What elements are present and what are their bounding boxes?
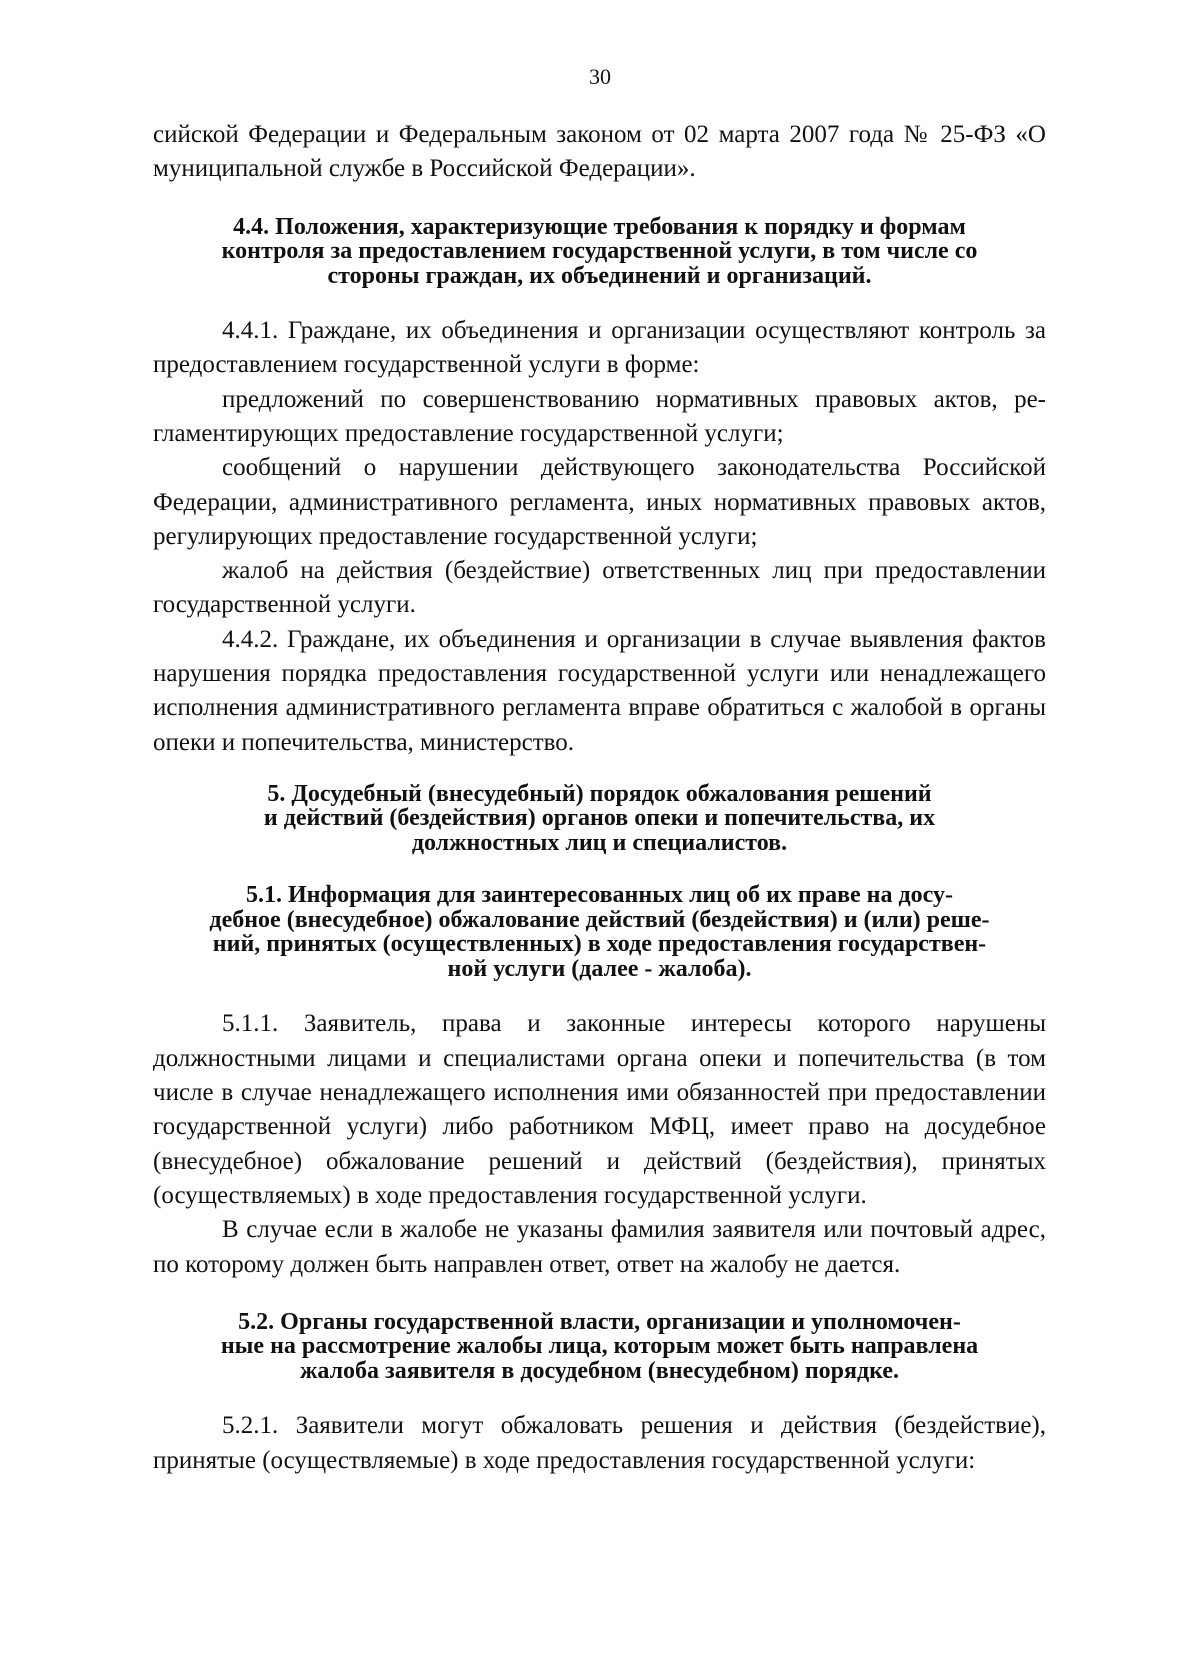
heading-5-2: [153, 1310, 1046, 1384]
paragraph-5-1-1: 5.1.1. Заявитель, права и законные интересы которого нарушены должностными лицами и специалистами органа опеки и попечительства (в том числе в случае ненадлежащего исполнения ими обязанностей при предоставлении государственной услуги) либо работником МФЦ, имеет право на досудебное (внесудебное) обжалование решений и действий (бездействия), принятых (осуществляемых) в ходе предоставления государственной услуги.: [153, 1010, 1046, 1209]
heading-line: 5.2. Органы государственной власти, организации и уполномочен-: [238, 1308, 961, 1335]
heading-line: контроля за предоставлением государственной услуги, в том числе со: [221, 238, 978, 265]
heading-line: 4.4. Положения, характеризующие требования к порядку и формам: [233, 213, 966, 240]
paragraph-5-1-1-note: В случае если в жалобе не указаны фамилия заявителя или почтовый адрес, по которому должен быть направлен ответ, ответ на жалобу не дается.: [153, 1216, 1046, 1278]
paragraph-4-4-1: 4.4.1. Граждане, их объединения и организации осуществляют контроль за предоставлением государственной услуги в форме:: [153, 317, 1046, 379]
paragraph-4-4-1-item-a: предложений по совершенствованию нормативных правовых актов, регламентирующих предоставление государственной услуги;: [153, 385, 1046, 447]
paragraph-4-4-1-item-b: сообщений о нарушении действующего законодательства Российской Федерации, административного регламента, иных нормативных правовых актов, регулирующих предоставление государственной услуги;: [153, 454, 1046, 550]
heading-line: и действий (бездействия) органов опеки и попечительства, их: [263, 805, 936, 832]
heading-line: 5.1. Информация для заинтересованных лиц об их праве на досу-: [246, 882, 953, 909]
heading-line: дебное (внесудебное) обжалование действий (бездействия) и (или) реше-: [209, 906, 990, 933]
heading-5-1: [153, 883, 1046, 981]
heading-line: ные на рассмотрение жалобы лица, которым может быть направлена: [220, 1333, 979, 1360]
document-body: [153, 118, 1046, 1478]
paragraph-4-4-2: 4.4.2. Граждане, их объединения и организации в случае выявления фактов нарушения порядка предоставления государственной услуги или ненадлежащего исполнения административного регламента вправе обратиться с жалобой в органы опеки и попечительства, министерство.: [153, 625, 1046, 756]
heading-line: 5. Досудебный (внесудебный) порядок обжалования решений: [267, 780, 932, 807]
heading-line: ной услуги (далее - жалоба).: [447, 955, 752, 982]
page-number: 30: [589, 64, 611, 89]
heading-line: жалоба заявителя в досудебном (внесудебном) порядке.: [299, 1357, 900, 1384]
heading-4-4: [153, 215, 1046, 289]
paragraph-4-4-1-item-c: жалоб на действия (бездействие) ответственных лиц при предоставлении государственной услуги.: [153, 557, 1046, 619]
heading-line: ний, принятых (осуществленных) в ходе предоставления государствен-: [212, 931, 987, 958]
heading-line: стороны граждан, их объединений и организаций.: [327, 262, 872, 289]
heading-line: должностных лиц и специалистов.: [411, 829, 788, 856]
heading-5: [153, 782, 1046, 856]
paragraph-5-2-1: 5.2.1. Заявители могут обжаловать решения и действия (бездействие), принятые (осуществляемые) в ходе предоставления государственной услуги:: [153, 1412, 1046, 1474]
paragraph-continuation: сийской Федерации и Федеральным законом от 02 марта 2007 года № 25-ФЗ «О муниципальной службе в Российской Федерации».: [153, 121, 1046, 183]
